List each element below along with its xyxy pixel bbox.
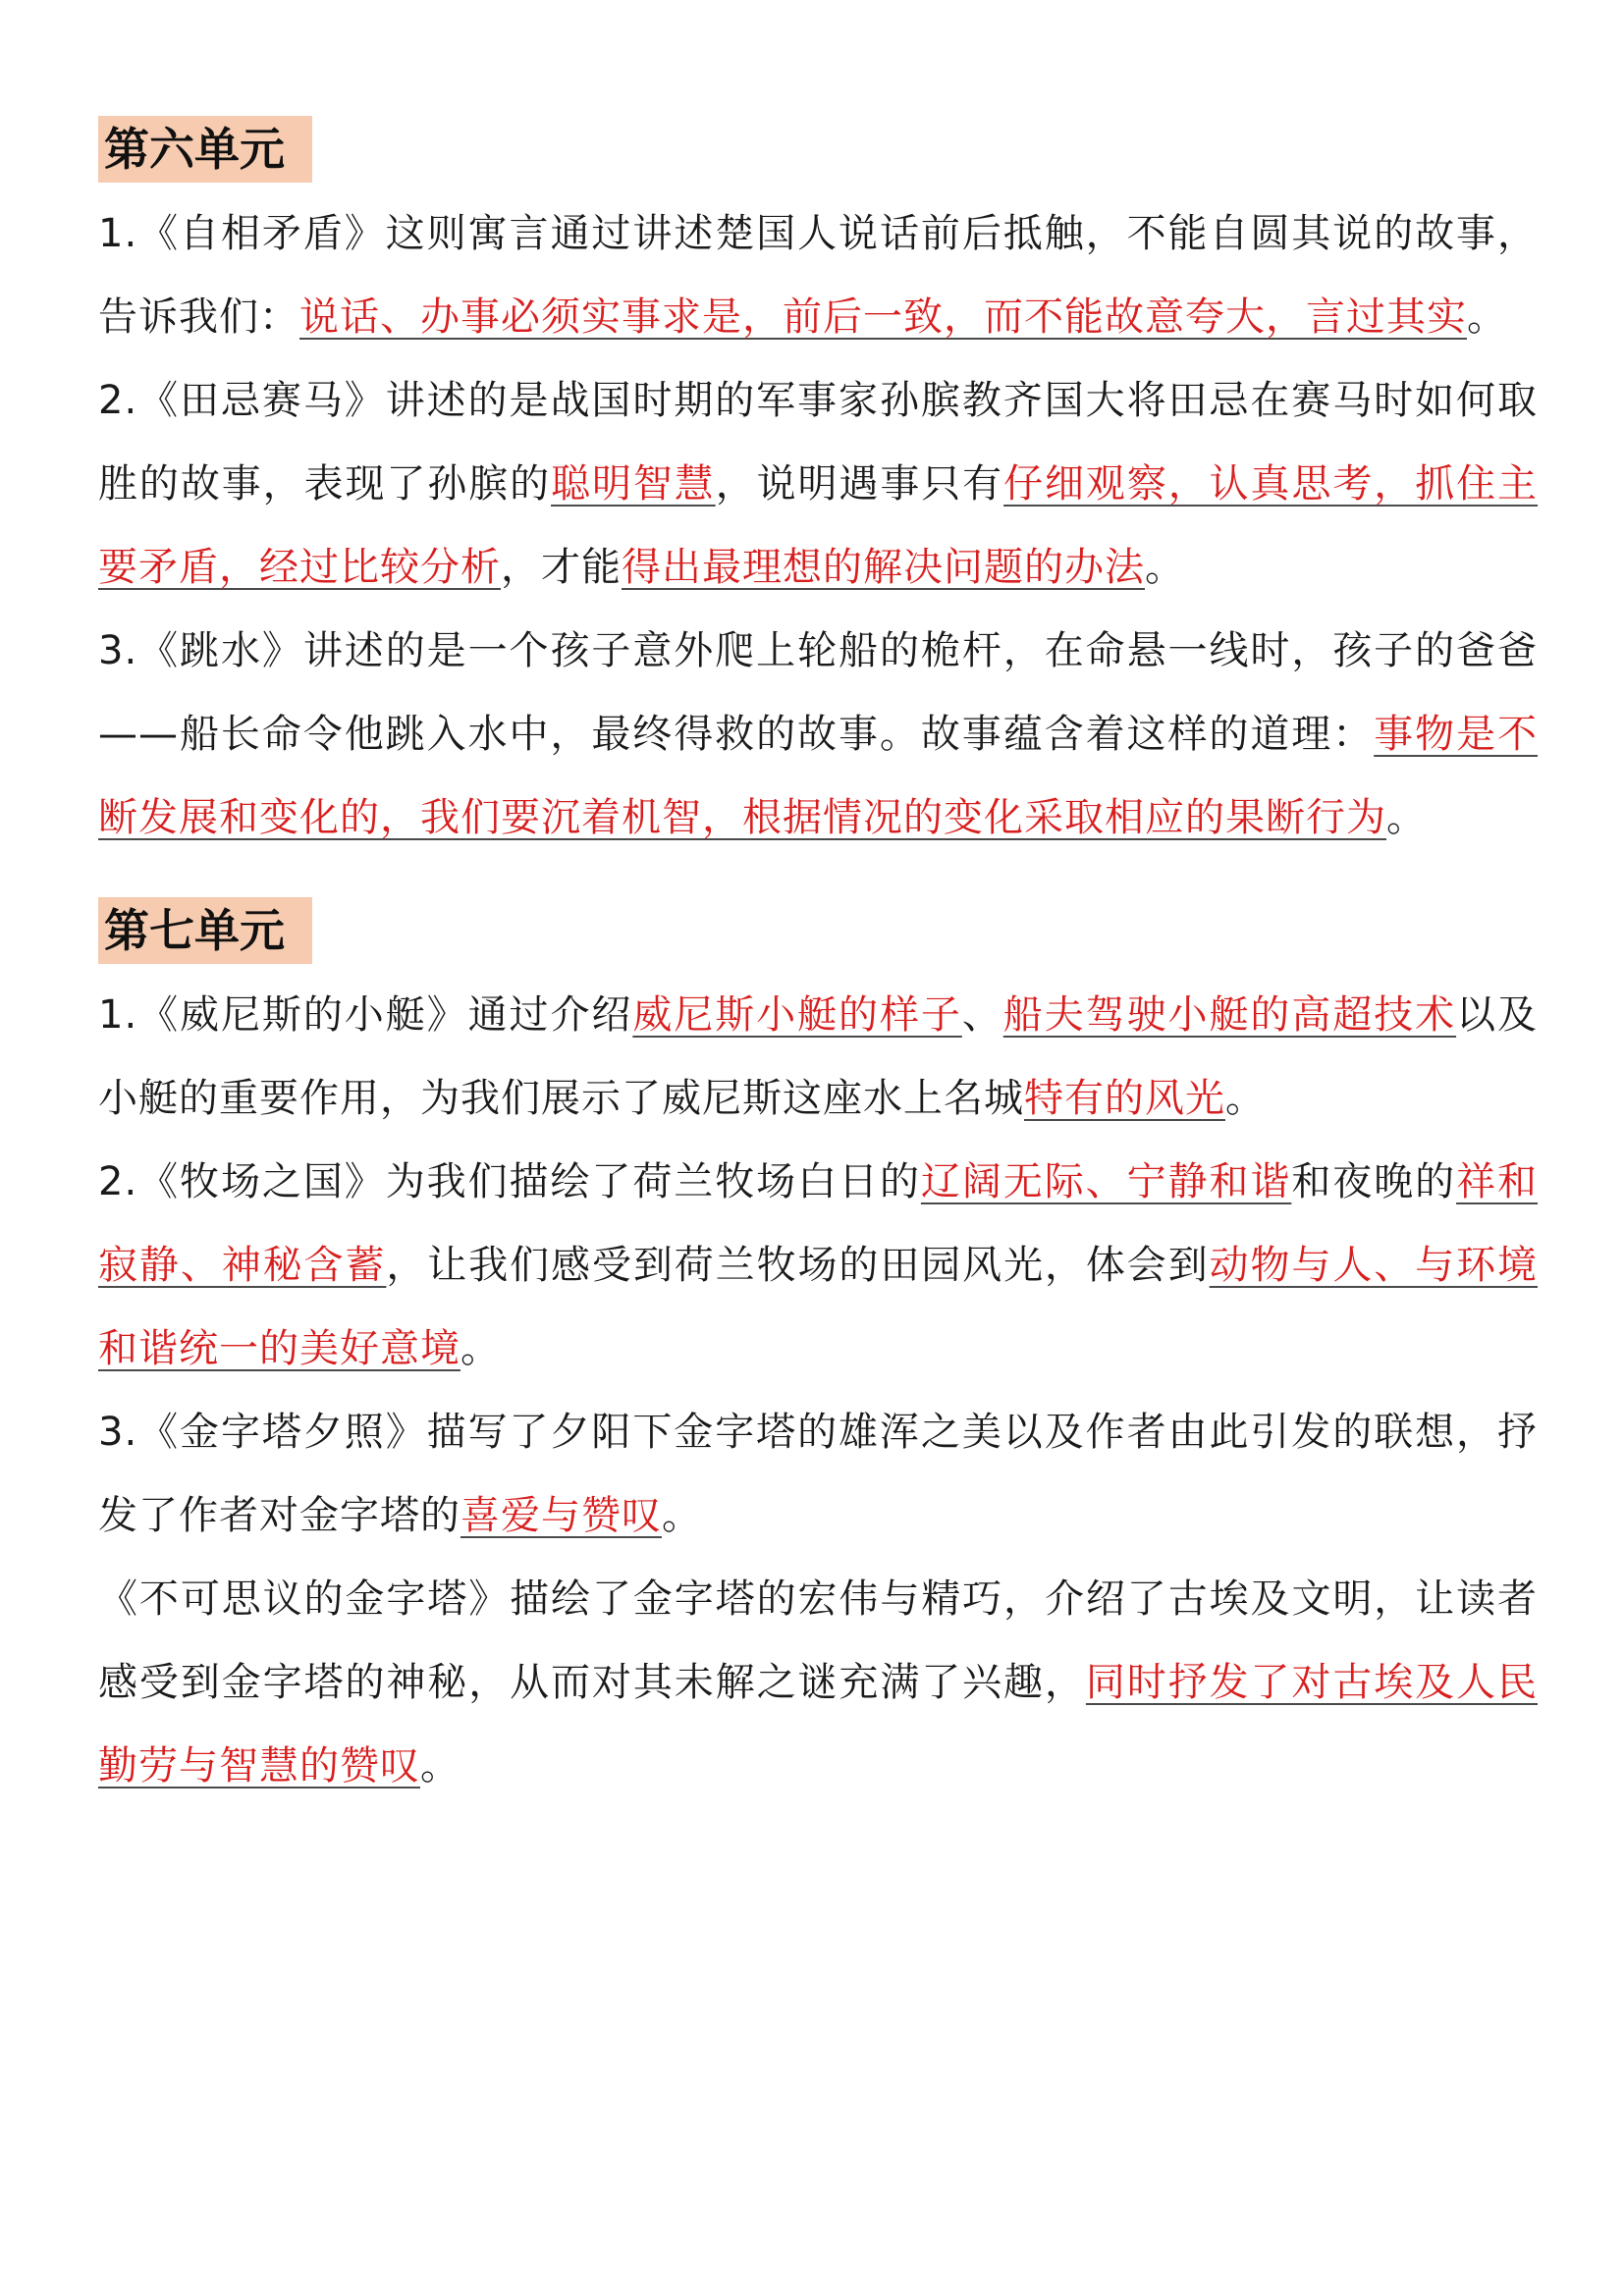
answer-text: 动物与人、与环境和谐统一的美好意境 — [98, 1243, 1539, 1371]
paragraph — [98, 1558, 1538, 1808]
body-text: 。 — [662, 1493, 702, 1538]
body-text: 。 — [420, 1743, 460, 1789]
answer-text: 事物是不断发展和变化的，我们要沉着机智，根据情况的变化采取相应的果断行为 — [98, 712, 1539, 840]
answer-text: 辽阔无际、宁静和谐 — [920, 1159, 1292, 1204]
answer-text: 喜爱与赞叹 — [460, 1493, 662, 1538]
unit-seven-section — [98, 897, 1538, 1808]
unit-six-section — [98, 116, 1538, 860]
body-text: 。 — [1467, 294, 1507, 340]
section-title: 第七单元 — [98, 897, 312, 964]
body-text: 1.《自相矛盾》这则寓言通过讲述楚国人说话前后抵触，不能自圆其说的故事，告诉我们： — [98, 211, 1538, 340]
answer-text: 同时抒发了对古埃及人民勤劳与智慧的赞叹 — [98, 1660, 1539, 1789]
body-text: ，说明遇事只有 — [715, 461, 1004, 507]
body-text: 3.《金字塔夕照》描写了夕阳下金字塔的雄浑之美以及作者由此引发的联想，抒发了作者对金字塔的 — [98, 1410, 1538, 1538]
answer-text: 聪明智慧 — [551, 461, 716, 507]
paragraph — [98, 610, 1538, 860]
body-text: 。 — [1225, 1076, 1266, 1121]
paragraph — [98, 1391, 1538, 1558]
body-text: 。 — [1386, 795, 1427, 840]
answer-text: 船夫驾驶小艇的高超技术 — [1002, 992, 1457, 1038]
paragraph — [98, 1141, 1538, 1391]
body-text: 《不可思议的金字塔》描绘了金字塔的宏伟与精巧，介绍了古埃及文明，让读者感受到金字塔的神秘，从而对其未解之谜充满了兴趣， — [98, 1576, 1538, 1705]
body-text: ，让我们感受到荷兰牧场的田园风光，体会到 — [386, 1243, 1210, 1288]
paragraph — [98, 192, 1538, 359]
body-text: ，才能 — [501, 545, 622, 590]
section-title: 第六单元 — [98, 116, 312, 183]
body-text: 1.《威尼斯的小艇》通过介绍 — [98, 992, 633, 1038]
body-text: 。 — [1145, 545, 1185, 590]
body-text: 和夜晚的 — [1291, 1159, 1457, 1204]
body-text: 3.《跳水》讲述的是一个孩子意外爬上轮船的桅杆，在命悬一线时，孩子的爸爸——船长命令他跳入水中，最终得救的故事。故事蕴含着这样的道理： — [98, 628, 1538, 757]
body-text: 、 — [961, 992, 1003, 1038]
answer-text: 特有的风光 — [1024, 1076, 1225, 1121]
paragraph — [98, 974, 1538, 1141]
body-text: 2.《田忌赛马》讲述的是战国时期的军事家孙膑教齐国大将田忌在赛马时如何取胜的故事，表现了孙膑的 — [98, 378, 1538, 507]
paragraph — [98, 359, 1538, 610]
body-text: 。 — [460, 1326, 501, 1371]
answer-text: 祥和寂静、神秘含蓄 — [98, 1159, 1539, 1288]
body-text: 以及小艇的重要作用，为我们展示了威尼斯这座水上名城 — [98, 992, 1539, 1121]
body-text: 2.《牧场之国》为我们描绘了荷兰牧场白日的 — [98, 1159, 921, 1204]
answer-text: 仔细观察，认真思考，抓住主要矛盾，经过比较分析 — [98, 461, 1539, 590]
document-page — [98, 116, 1538, 1808]
answer-text: 说话、办事必须实事求是，前后一致，而不能故意夸大，言过其实 — [299, 294, 1467, 340]
answer-text: 威尼斯小艇的样子 — [632, 992, 962, 1038]
answer-text: 得出最理想的解决问题的办法 — [622, 545, 1145, 590]
